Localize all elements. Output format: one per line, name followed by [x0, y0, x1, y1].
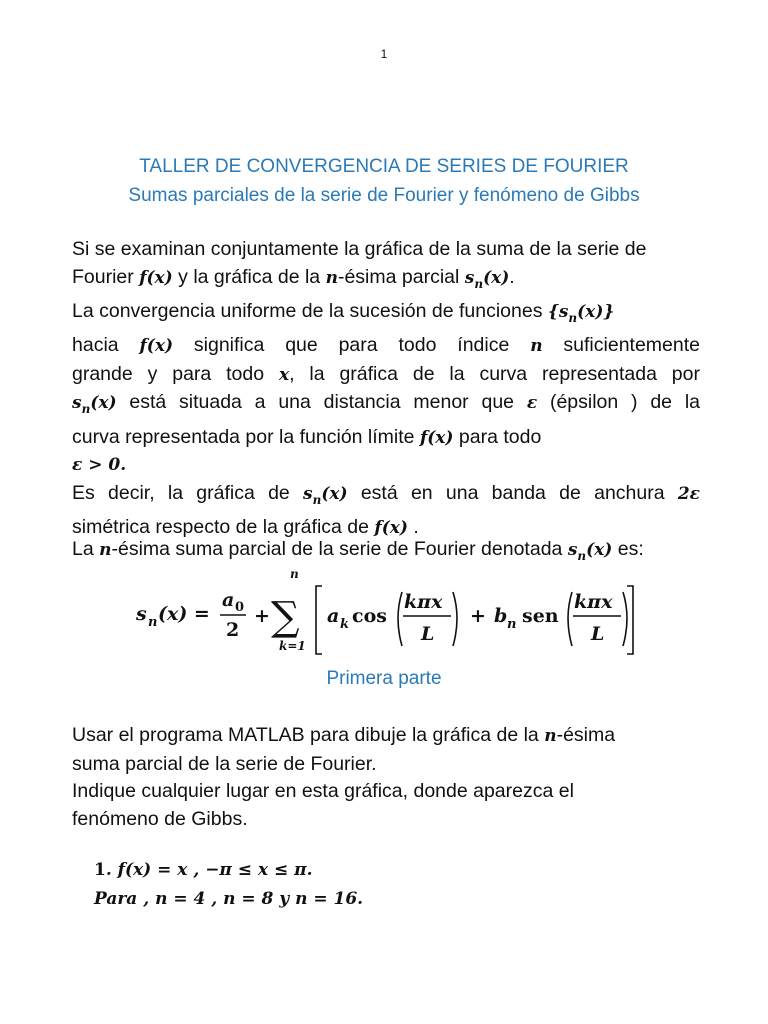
p1-line-6	[72, 389, 700, 423]
sum-upper-limit: n	[290, 567, 299, 581]
text: para todo	[453, 425, 542, 448]
formula-svg	[0, 560, 768, 660]
p1-line-8: ε > 0.	[72, 455, 127, 476]
p2-line-3: Indique cualquier lugar en esta gráfica, donde aparezca el	[72, 780, 574, 802]
p2-line-1	[72, 722, 700, 751]
text: curva representada por la función límite	[72, 425, 420, 448]
formula-lhs-sub: n	[148, 615, 158, 630]
math-n: n	[99, 540, 112, 560]
formula-a0-sub: 0	[235, 600, 245, 615]
fourier-partial-sum-formula	[0, 560, 768, 660]
math-sub: n	[577, 548, 587, 563]
text: suficientemente	[542, 334, 700, 357]
math-sub: n	[568, 310, 578, 325]
text: Usar el programa MATLAB para dibuje la gráfica de la	[72, 724, 545, 746]
exercise-1	[94, 856, 363, 914]
math-sn: s	[464, 267, 475, 288]
right-bracket	[627, 586, 633, 654]
text: y la gráfica de la	[172, 265, 326, 288]
formula-plus-2: +	[470, 605, 486, 627]
text: -ésima suma parcial de la serie de Fourier denotada	[111, 538, 568, 560]
math-n: n	[544, 726, 557, 746]
p2-line-4: fenómeno de Gibbs.	[72, 807, 248, 830]
formula-kpix: kπx	[404, 591, 443, 613]
sum-symbol: ∑	[271, 594, 300, 640]
p1-line-5	[72, 361, 700, 390]
section-heading-primera-parte: Primera parte	[326, 668, 442, 689]
title-block	[0, 152, 768, 210]
formula-sen: sen	[522, 605, 559, 627]
exercise-line-1	[94, 856, 363, 885]
formula-ak: a	[327, 605, 340, 627]
formula-kpix-2: kπx	[574, 591, 613, 613]
formula-plus: +	[254, 605, 270, 627]
document-subtitle: Sumas parciales de la serie de Fourier y fenómeno de Gibbs	[128, 185, 640, 206]
math-sn: s	[567, 540, 578, 560]
formula-lhs: s	[136, 603, 147, 625]
sum-lower-limit: k=1	[279, 639, 306, 653]
text: .	[407, 516, 419, 539]
formula-lhs-arg: (x) =	[158, 603, 210, 625]
right-paren	[453, 592, 457, 646]
exercise-number: 1	[94, 860, 106, 880]
paragraph-convergence	[72, 236, 700, 543]
math-x: x	[278, 364, 290, 385]
formula-two: 2	[226, 619, 240, 641]
text: está en una banda de anchura	[347, 481, 678, 504]
text: -ésima parcial	[337, 265, 465, 288]
math-x: (x)	[483, 267, 510, 288]
formula-ak-sub: k	[340, 617, 350, 632]
text: significa que para todo índice	[173, 334, 531, 357]
text: está situada a una distancia menor que	[116, 391, 527, 414]
text: (épsilon ) de la	[537, 391, 700, 414]
formula-a0: a	[222, 589, 235, 611]
text: La convergencia uniforme de la sucesión de funciones	[72, 299, 548, 322]
math-fx: f(x)	[374, 518, 408, 539]
text: hacia	[72, 334, 140, 357]
text: es:	[612, 538, 644, 560]
math-fx: f(x)	[419, 427, 454, 448]
math-set: {s	[547, 301, 569, 322]
math-sn: s	[303, 483, 313, 504]
left-paren	[568, 592, 572, 646]
exercise-function: . f(x) = x , −π ≤ x ≤ π.	[105, 860, 313, 880]
math-fx: f(x)	[139, 336, 174, 357]
left-paren	[398, 592, 402, 646]
p1-line-9	[72, 480, 700, 514]
math-set-close: (x)}	[577, 301, 615, 322]
formula-bn-sub: n	[507, 617, 517, 632]
text: , la gráfica de la curva representada por	[289, 362, 700, 385]
text: simétrica respecto de la gráfica de	[72, 516, 375, 539]
p1-line-4	[72, 332, 700, 361]
math-x: (x)	[321, 483, 348, 504]
formula-L: L	[421, 623, 435, 645]
page-number: 1	[380, 47, 388, 61]
text: grande y para todo	[72, 362, 279, 385]
math-fx: f(x)	[139, 267, 173, 288]
p2-line-2: suma parcial de la serie de Fourier.	[72, 752, 377, 775]
formula-L-2: L	[591, 623, 605, 645]
text: .	[509, 265, 515, 288]
math-sn: s	[72, 393, 82, 414]
p1-line-1: Si se examinan conjuntamente la gráfica de la suma de la serie de	[72, 238, 647, 260]
math-x: (x)	[90, 393, 117, 414]
p1-line-7	[72, 424, 700, 453]
text: -ésima	[556, 724, 616, 746]
text: La	[72, 538, 100, 560]
math-x: (x)	[586, 540, 613, 560]
p1-line-2	[72, 264, 700, 298]
formula-cos: cos	[352, 605, 387, 627]
paragraph-instructions	[72, 722, 700, 833]
right-paren	[623, 592, 627, 646]
text: Fourier	[72, 265, 140, 288]
left-bracket	[316, 586, 322, 654]
math-2epsilon: 2ε	[677, 483, 700, 504]
formula-bn: b	[494, 605, 508, 627]
math-sub: n	[312, 492, 322, 507]
math-epsilon: ε	[526, 393, 538, 414]
exercise-line-2: Para , n = 4 , n = 8 y n = 16.	[94, 889, 364, 909]
math-n: n	[325, 267, 338, 288]
p1-line-3	[72, 298, 700, 332]
text: Es decir, la gráfica de	[72, 481, 304, 504]
math-sub: n	[81, 402, 91, 417]
document-title: TALLER DE CONVERGENCIA DE SERIES DE FOURIER	[139, 156, 629, 177]
math-sub: n	[474, 276, 484, 291]
math-n: n	[530, 336, 543, 357]
